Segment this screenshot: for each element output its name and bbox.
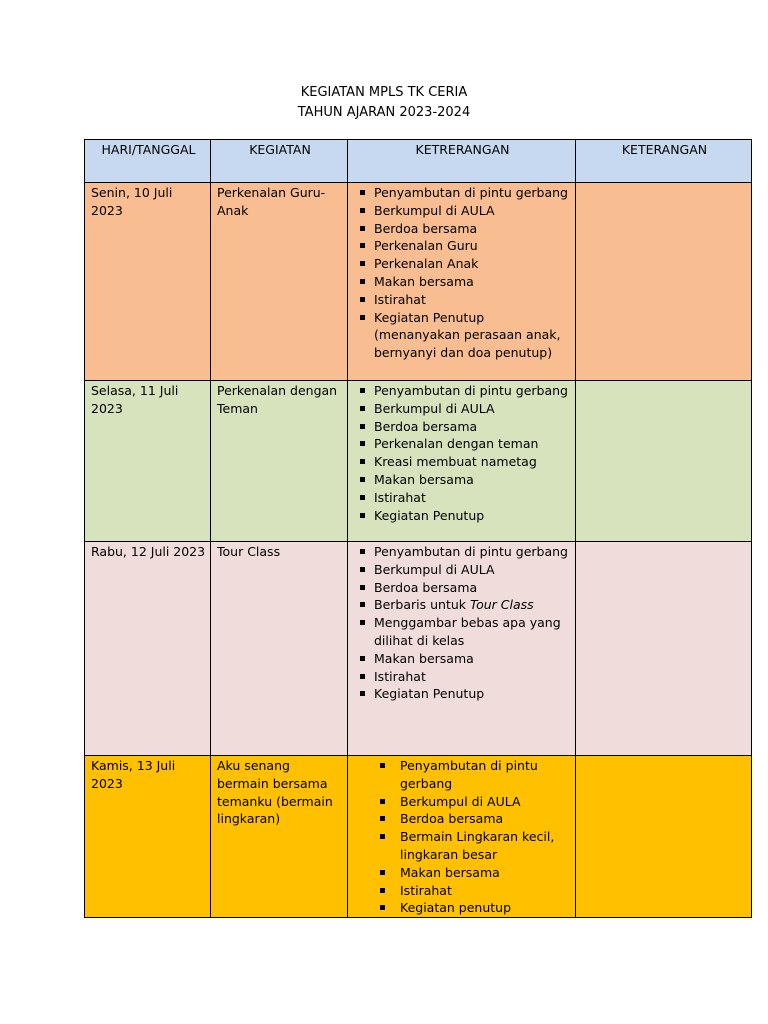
square-bullet-icon bbox=[380, 816, 385, 821]
list-item: Berdoa bersama bbox=[354, 220, 571, 238]
square-bullet-icon bbox=[360, 602, 365, 607]
list-item: Berdoa bersama bbox=[354, 579, 571, 597]
list-item: Berdoa bersama bbox=[354, 810, 571, 828]
date-cell: Rabu, 12 Juli 2023 bbox=[85, 542, 211, 756]
list-item: Penyambutan di pintu gerbang bbox=[354, 543, 571, 561]
notes-cell bbox=[348, 183, 576, 381]
table-row bbox=[85, 381, 752, 542]
square-bullet-icon bbox=[360, 620, 365, 625]
square-bullet-icon bbox=[360, 513, 365, 518]
square-bullet-icon bbox=[360, 477, 365, 482]
square-bullet-icon bbox=[360, 459, 365, 464]
list-item: Berdoa bersama bbox=[354, 418, 571, 436]
square-bullet-icon bbox=[380, 834, 385, 839]
header-keterangan: KETERANGAN bbox=[576, 140, 752, 183]
square-bullet-icon bbox=[360, 190, 365, 195]
notes-list bbox=[354, 757, 571, 917]
square-bullet-icon bbox=[380, 870, 385, 875]
table-row bbox=[85, 756, 752, 918]
square-bullet-icon bbox=[360, 243, 365, 248]
remarks-cell bbox=[576, 381, 752, 542]
italic-term: Tour Class bbox=[470, 597, 534, 613]
date-cell: Kamis, 13 Juli 2023 bbox=[85, 756, 211, 918]
header-ketrerangan: KETRERANGAN bbox=[348, 140, 576, 183]
list-item: Makan bersama bbox=[354, 471, 571, 489]
list-item: Berkumpul di AULA bbox=[354, 793, 571, 811]
activity-cell: Perkenalan Guru-Anak bbox=[211, 183, 348, 381]
square-bullet-icon bbox=[360, 691, 365, 696]
square-bullet-icon bbox=[380, 905, 385, 910]
header-kegiatan: KEGIATAN bbox=[211, 140, 348, 183]
square-bullet-icon bbox=[360, 549, 365, 554]
square-bullet-icon bbox=[360, 315, 365, 320]
square-bullet-icon bbox=[360, 424, 365, 429]
notes-list bbox=[354, 184, 571, 362]
activity-cell: Tour Class bbox=[211, 542, 348, 756]
title-line-2: TAHUN AJARAN 2023-2024 bbox=[297, 105, 471, 120]
list-item: Istirahat bbox=[354, 668, 571, 686]
list-item: Istirahat bbox=[354, 489, 571, 507]
list-item: Bermain Lingkaran kecil, lingkaran besar bbox=[354, 828, 571, 864]
square-bullet-icon bbox=[360, 495, 365, 500]
remarks-cell bbox=[576, 542, 752, 756]
square-bullet-icon bbox=[360, 406, 365, 411]
square-bullet-icon bbox=[360, 674, 365, 679]
list-item: Penyambutan di pintu gerbang bbox=[354, 382, 571, 400]
square-bullet-icon bbox=[360, 226, 365, 231]
schedule-table bbox=[84, 139, 752, 918]
square-bullet-icon bbox=[380, 888, 385, 893]
table-header-row bbox=[85, 140, 752, 183]
remarks-cell bbox=[576, 183, 752, 381]
notes-cell bbox=[348, 542, 576, 756]
list-item: Berkumpul di AULA bbox=[354, 202, 571, 220]
square-bullet-icon bbox=[360, 656, 365, 661]
notes-list bbox=[354, 543, 571, 703]
square-bullet-icon bbox=[360, 567, 365, 572]
square-bullet-icon bbox=[360, 208, 365, 213]
list-item: Kegiatan Penutup bbox=[354, 507, 571, 525]
square-bullet-icon bbox=[360, 279, 365, 284]
square-bullet-icon bbox=[360, 441, 365, 446]
notes-cell bbox=[348, 381, 576, 542]
list-item: Perkenalan dengan teman bbox=[354, 435, 571, 453]
list-item: Perkenalan Anak bbox=[354, 255, 571, 273]
list-item: Kegiatan penutup bbox=[354, 899, 571, 917]
activity-cell: Perkenalan dengan Teman bbox=[211, 381, 348, 542]
list-item: Istirahat bbox=[354, 882, 571, 900]
square-bullet-icon bbox=[360, 297, 365, 302]
list-item: Istirahat bbox=[354, 291, 571, 309]
square-bullet-icon bbox=[360, 388, 365, 393]
activity-cell: Aku senang bermain bersama temanku (bermain lingkaran) bbox=[211, 756, 348, 918]
list-item: Makan bersama bbox=[354, 864, 571, 882]
list-item: Makan bersama bbox=[354, 650, 571, 668]
table-row bbox=[85, 183, 752, 381]
list-item: Menggambar bebas apa yang dilihat di kelas bbox=[354, 614, 571, 650]
document-title bbox=[0, 83, 768, 123]
list-item: Berbaris untuk Tour Class bbox=[354, 596, 571, 614]
remarks-cell bbox=[576, 756, 752, 918]
list-item: Berkumpul di AULA bbox=[354, 400, 571, 418]
table-row bbox=[85, 542, 752, 756]
list-item: Perkenalan Guru bbox=[354, 237, 571, 255]
date-cell: Senin, 10 Juli 2023 bbox=[85, 183, 211, 381]
square-bullet-icon bbox=[380, 763, 385, 768]
list-item: Berkumpul di AULA bbox=[354, 561, 571, 579]
list-item: Penyambutan di pintu gerbang bbox=[354, 184, 571, 202]
list-item: Kegiatan Penutup (menanyakan perasaan anak, bernyanyi dan doa penutup) bbox=[354, 309, 571, 362]
list-item: Kegiatan Penutup bbox=[354, 685, 571, 703]
list-item: Penyambutan di pintu gerbang bbox=[354, 757, 571, 793]
title-line-1: KEGIATAN MPLS TK CERIA bbox=[300, 85, 468, 100]
date-cell: Selasa, 11 Juli 2023 bbox=[85, 381, 211, 542]
header-hari-tanggal: HARI/TANGGAL bbox=[85, 140, 211, 183]
notes-list bbox=[354, 382, 571, 524]
notes-cell bbox=[348, 756, 576, 918]
list-item: Makan bersama bbox=[354, 273, 571, 291]
square-bullet-icon bbox=[360, 261, 365, 266]
list-item: Kreasi membuat nametag bbox=[354, 453, 571, 471]
square-bullet-icon bbox=[360, 585, 365, 590]
square-bullet-icon bbox=[380, 799, 385, 804]
